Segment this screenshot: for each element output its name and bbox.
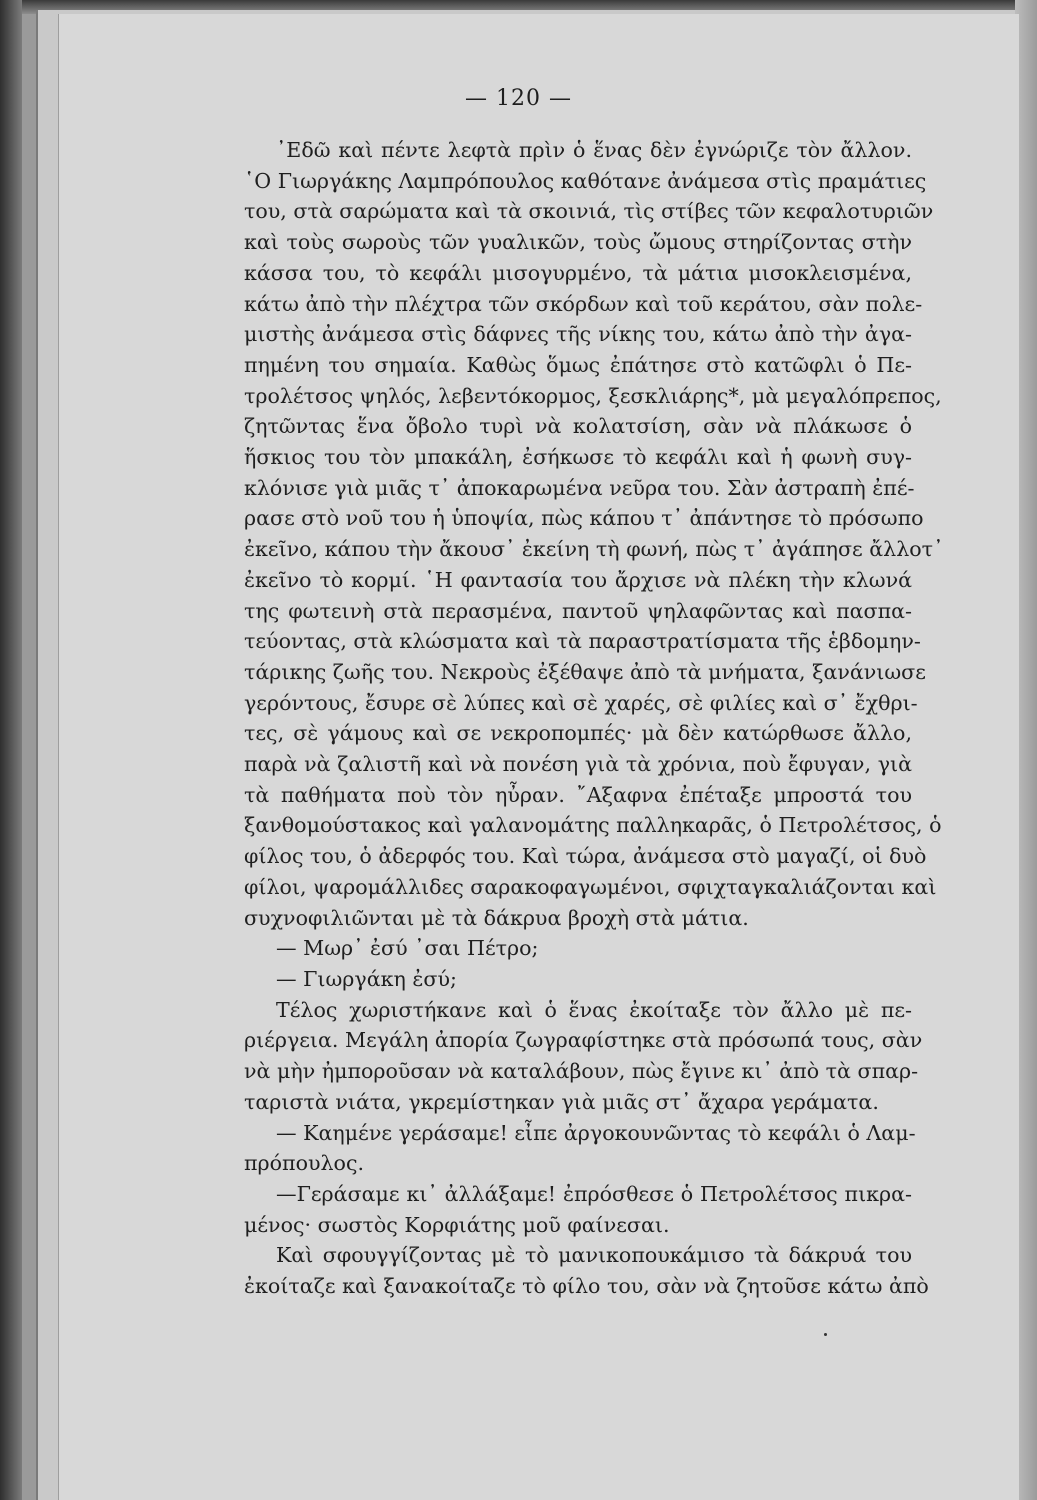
text-line: τεύοντας, στὰ κλώσματα καὶ τὰ παραστρατίσματα τῆς ἑβδομην-	[244, 629, 921, 654]
page-number: — 120 —	[465, 86, 572, 111]
text-line: γερόντους, ἔσυρε σὲ λύπες καὶ σὲ χαρές, σὲ φιλίες καὶ σ᾿ ἔχθρι-	[244, 690, 918, 715]
text-line: καὶ τοὺς σωροὺς τῶν γυαλικῶν, τοὺς ὤμους στηρίζοντας στὴν	[244, 230, 912, 255]
body-text	[244, 135, 944, 1302]
text-line: παρὰ νὰ ζαλιστῆ καὶ νὰ πονέση γιὰ τὰ χρόνια, ποὺ ἔφυγαν, γιὰ	[244, 752, 912, 777]
text-line: ἐκεῖνο, κάπου τὴν ἄκουσ᾿ ἐκείνη τὴ φωνή, πὼς τ᾿ ἀγάπησε ἄλλοτ᾿	[244, 537, 944, 562]
text-line: κλόνισε γιὰ μιᾶς τ᾿ ἀποκαρωμένα νεῦρα του. Σὰν ἀστραπὴ ἐπέ-	[244, 475, 915, 500]
text-line: Τέλος χωριστήκανε καὶ ὁ ἕνας ἐκοίταξε τὸν ἄλλο μὲ πε-	[276, 997, 912, 1022]
text-line: ἥσκιος του τὸν μπακάλη, ἐσήκωσε τὸ κεφάλι καὶ ἡ φωνὴ συγ-	[244, 445, 912, 470]
text-line: νὰ μὴν ἠμποροῦσαν νὰ καταλάβουν, πὼς ἔγινε κι᾿ ἀπὸ τὰ σπαρ-	[244, 1059, 919, 1084]
text-line: ρασε στὸ νοῦ του ἡ ὑποψία, πὼς κάπου τ᾿ ἀπάντησε τὸ πρόσωπο	[244, 506, 924, 531]
text-line: ῾Ο Γιωργάκης Λαμπρόπουλος καθότανε ἀνάμεσα στὶς πραμάτιες	[244, 168, 927, 193]
text-line: — Γιωργάκη ἐσύ;	[276, 966, 457, 991]
text-line: ζητῶντας ἕνα ὄβολο τυρὶ νὰ κολατσίση, σὰν νὰ πλάκωσε ὁ	[244, 414, 912, 439]
text-line: της φωτεινὴ στὰ περασμένα, παντοῦ ψηλαφῶντας καὶ πασπα-	[244, 598, 912, 623]
text-line: φίλοι, ψαρομάλλιδες σαρακοφαγωμένοι, σφιχταγκαλιάζονται καὶ	[244, 874, 937, 899]
text-line: ἐκοίταζε καὶ ξανακοίταζε τὸ φίλο του, σὰν νὰ ζητοῦσε κάτω ἀπὸ	[244, 1274, 929, 1299]
text-line: συχνοφιλιῶνται μὲ τὰ δάκρυα βροχὴ στὰ μάτια.	[244, 905, 749, 930]
text-line: τες, σὲ γάμους καὶ σε νεκροπομπές· μὰ δὲν κατώρθωσε ἄλλο,	[244, 721, 912, 746]
scan-edge-left	[0, 0, 22, 1500]
text-line: πημένη του σημαία. Καθὼς ὅμως ἐπάτησε στὸ κατῶφλι ὁ Πε-	[244, 352, 912, 377]
text-line: ἐκεῖνο τὸ κορμί. ῾Η φαντασία του ἄρχισε νὰ πλέκη τὴν κλωνά	[244, 567, 912, 592]
text-line: ταριστὰ νιάτα, γκρεμίστηκαν γιὰ μιᾶς στ᾿ ἄχαρα γεράματα.	[244, 1089, 879, 1114]
text-line: μιστὴς ἀνάμεσα στὶς δάφνες τῆς νίκης του, κάτω ἀπὸ τὴν ἀγα-	[244, 322, 912, 347]
text-line: μένος· σωστὸς Κορφιάτης μοῦ φαίνεσαι.	[244, 1212, 670, 1237]
text-line: πρόπουλος.	[244, 1151, 365, 1176]
ink-speck	[824, 1333, 827, 1336]
text-line: — Μωρ᾿ ἐσύ ᾿σαι Πέτρο;	[276, 936, 539, 961]
text-line: ξανθομούστακος καὶ γαλανομάτης παλληκαρᾶς, ὁ Πετρολέτσος, ὁ	[244, 813, 942, 838]
text-line: τὰ παθήματα ποὺ τὸν ηὖραν. ῎Αξαφνα ἐπέταξε μπροστά του	[244, 782, 912, 807]
text-line: τρολέτσος ψηλός, λεβεντόκορμος, ξεσκλιάρης*, μὰ μεγαλόπρεπος,	[244, 383, 942, 408]
text-line: —Γεράσαμε κι᾿ ἀλλάξαμε! ἐπρόσθεσε ὁ Πετρολέτσος πικρα-	[276, 1181, 912, 1206]
text-line: ᾿Εδῶ καὶ πέντε λεφτὰ πρὶν ὁ ἕνας δὲν ἐγνώριζε τὸν ἄλλον.	[276, 138, 912, 162]
text-line: ριέργεια. Μεγάλη ἀπορία ζωγραφίστηκε στὰ πρόσωπά τους, σὰν	[244, 1028, 923, 1053]
text-line: — Καημένε γεράσαμε! εἶπε ἀργοκουνῶντας τὸ κεφάλι ὁ Λαμ-	[276, 1120, 916, 1145]
text-line: Καὶ σφουγγίζοντας μὲ τὸ μανικοπουκάμισο τὰ δάκρυά του	[276, 1243, 912, 1268]
text-line: κάσσα του, τὸ κεφάλι μισογυρμένο, τὰ μάτια μισοκλεισμένα,	[244, 260, 912, 285]
text-line: κάτω ἀπὸ τὴν πλέχτρα τῶν σκόρδων καὶ τοῦ κεράτου, σὰν πολε-	[244, 291, 923, 316]
text-line: τάρικης ζωῆς του. Νεκροὺς ἐξέθαψε ἀπὸ τὰ μνήματα, ξανάνιωσε	[244, 659, 926, 684]
text-line: φίλος του, ὁ ἀδερφός του. Καὶ τώρα, ἀνάμεσα στὸ μαγαζί, οἱ δυὸ	[244, 844, 927, 869]
text-line: του, στὰ σαρώματα καὶ τὰ σκοινιά, τὶς στίβες τῶν κεφαλοτυριῶν	[244, 199, 934, 224]
